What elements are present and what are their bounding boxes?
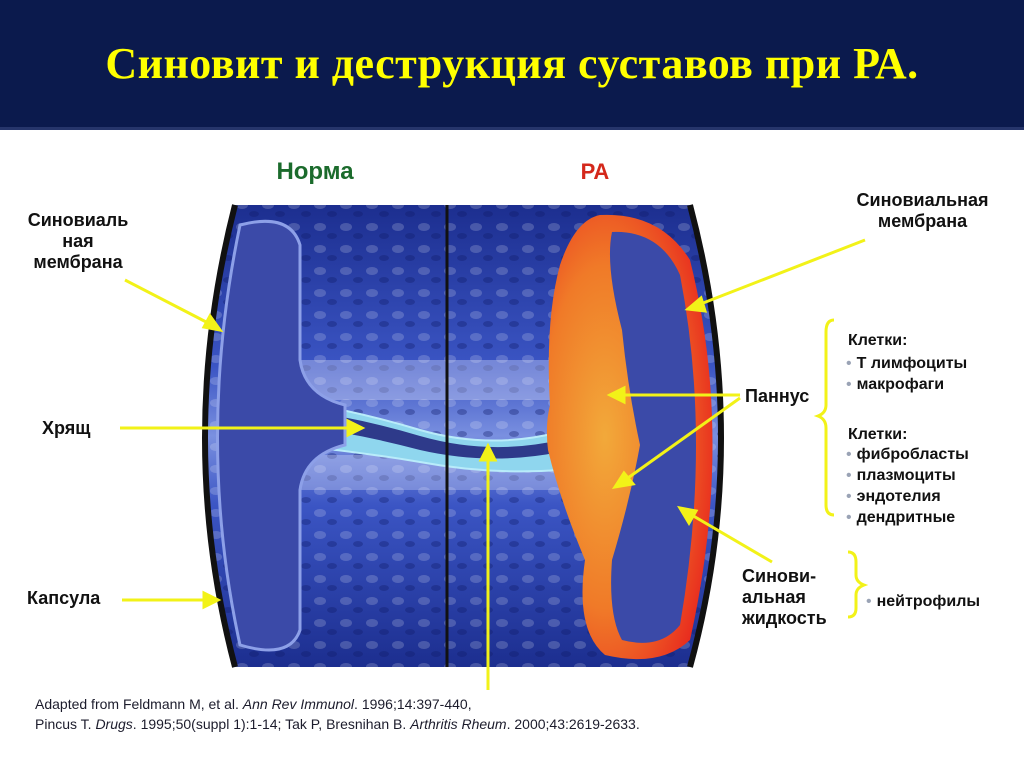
label-line: альная (742, 587, 806, 607)
header-normal: Норма (276, 158, 354, 185)
cell-group-2-list (846, 444, 969, 528)
list-item (846, 374, 967, 395)
label-capsule: Капсула (27, 588, 101, 608)
label-line: мембрана (877, 211, 968, 231)
bullet-icon: • (846, 467, 852, 484)
list-item (846, 353, 967, 374)
citation-journal: Arthritis Rheum (410, 716, 507, 732)
list-item (846, 507, 969, 528)
bullet-icon: • (846, 376, 852, 393)
label-line: жидкость (742, 608, 827, 628)
cell-group-1-title: Клетки: (848, 332, 908, 349)
list-item (846, 486, 969, 507)
citation (35, 694, 640, 734)
bullet-icon: • (846, 446, 852, 463)
arrow-icon (204, 593, 218, 607)
arrow-icon (698, 240, 865, 305)
page-title: Синовит и деструкция суставов при РА. (105, 39, 919, 88)
citation-text: . 1995;50(suppl 1):1-14; Tak P, Bresnihan B. (132, 716, 411, 732)
list-item-text: дендритные (856, 509, 956, 526)
citation-line-2 (35, 714, 640, 734)
list-item-text: нейтрофилы (876, 593, 981, 610)
list-item (846, 465, 969, 486)
citation-line-1 (35, 694, 640, 714)
bullet-icon: • (846, 488, 852, 505)
label-synovial-fluid (742, 566, 827, 629)
label-synovial-membrane-left (8, 210, 148, 273)
citation-journal: Ann Rev Immunol (242, 696, 355, 712)
citation-text: Adapted from Feldmann M, et al. (35, 696, 243, 712)
arrow-icon (125, 280, 212, 325)
label-pannus: Паннус (745, 386, 810, 406)
list-item (866, 591, 980, 612)
citation-text: Pincus T. (35, 716, 96, 732)
label-line: Синовиаль (27, 210, 129, 230)
bullet-icon: • (866, 593, 872, 610)
list-item-text: фибробласты (856, 446, 969, 463)
label-synovial-membrane-right (830, 190, 1015, 232)
joint-interior (170, 205, 760, 667)
list-item-text: плазмоциты (856, 467, 956, 484)
list-item-text: эндотелия (856, 488, 941, 505)
cell-group-2-title: Клетки: (848, 426, 908, 443)
cell-group-3-list (866, 591, 980, 612)
curly-brace-icon (848, 552, 864, 617)
label-line: Синови- (742, 566, 817, 586)
label-line: Синовиальная (856, 190, 989, 210)
cell-group-1-list (846, 353, 967, 395)
list-item-text: макрофаги (856, 376, 945, 393)
citation-journal: Drugs (95, 716, 133, 732)
bullet-icon: • (846, 509, 852, 526)
label-cartilage: Хрящ (42, 418, 91, 438)
label-line: мембрана (33, 252, 123, 272)
label-line: ная (62, 231, 94, 251)
list-item (846, 444, 969, 465)
header-ra: РА (580, 159, 610, 184)
bullet-icon: • (846, 355, 852, 372)
curly-brace-icon (818, 320, 834, 515)
citation-text: . 1996;14:397-440, (354, 696, 472, 712)
citation-text: . 2000;43:2619-2633. (506, 716, 640, 732)
list-item-text: Т лимфоциты (856, 355, 968, 372)
